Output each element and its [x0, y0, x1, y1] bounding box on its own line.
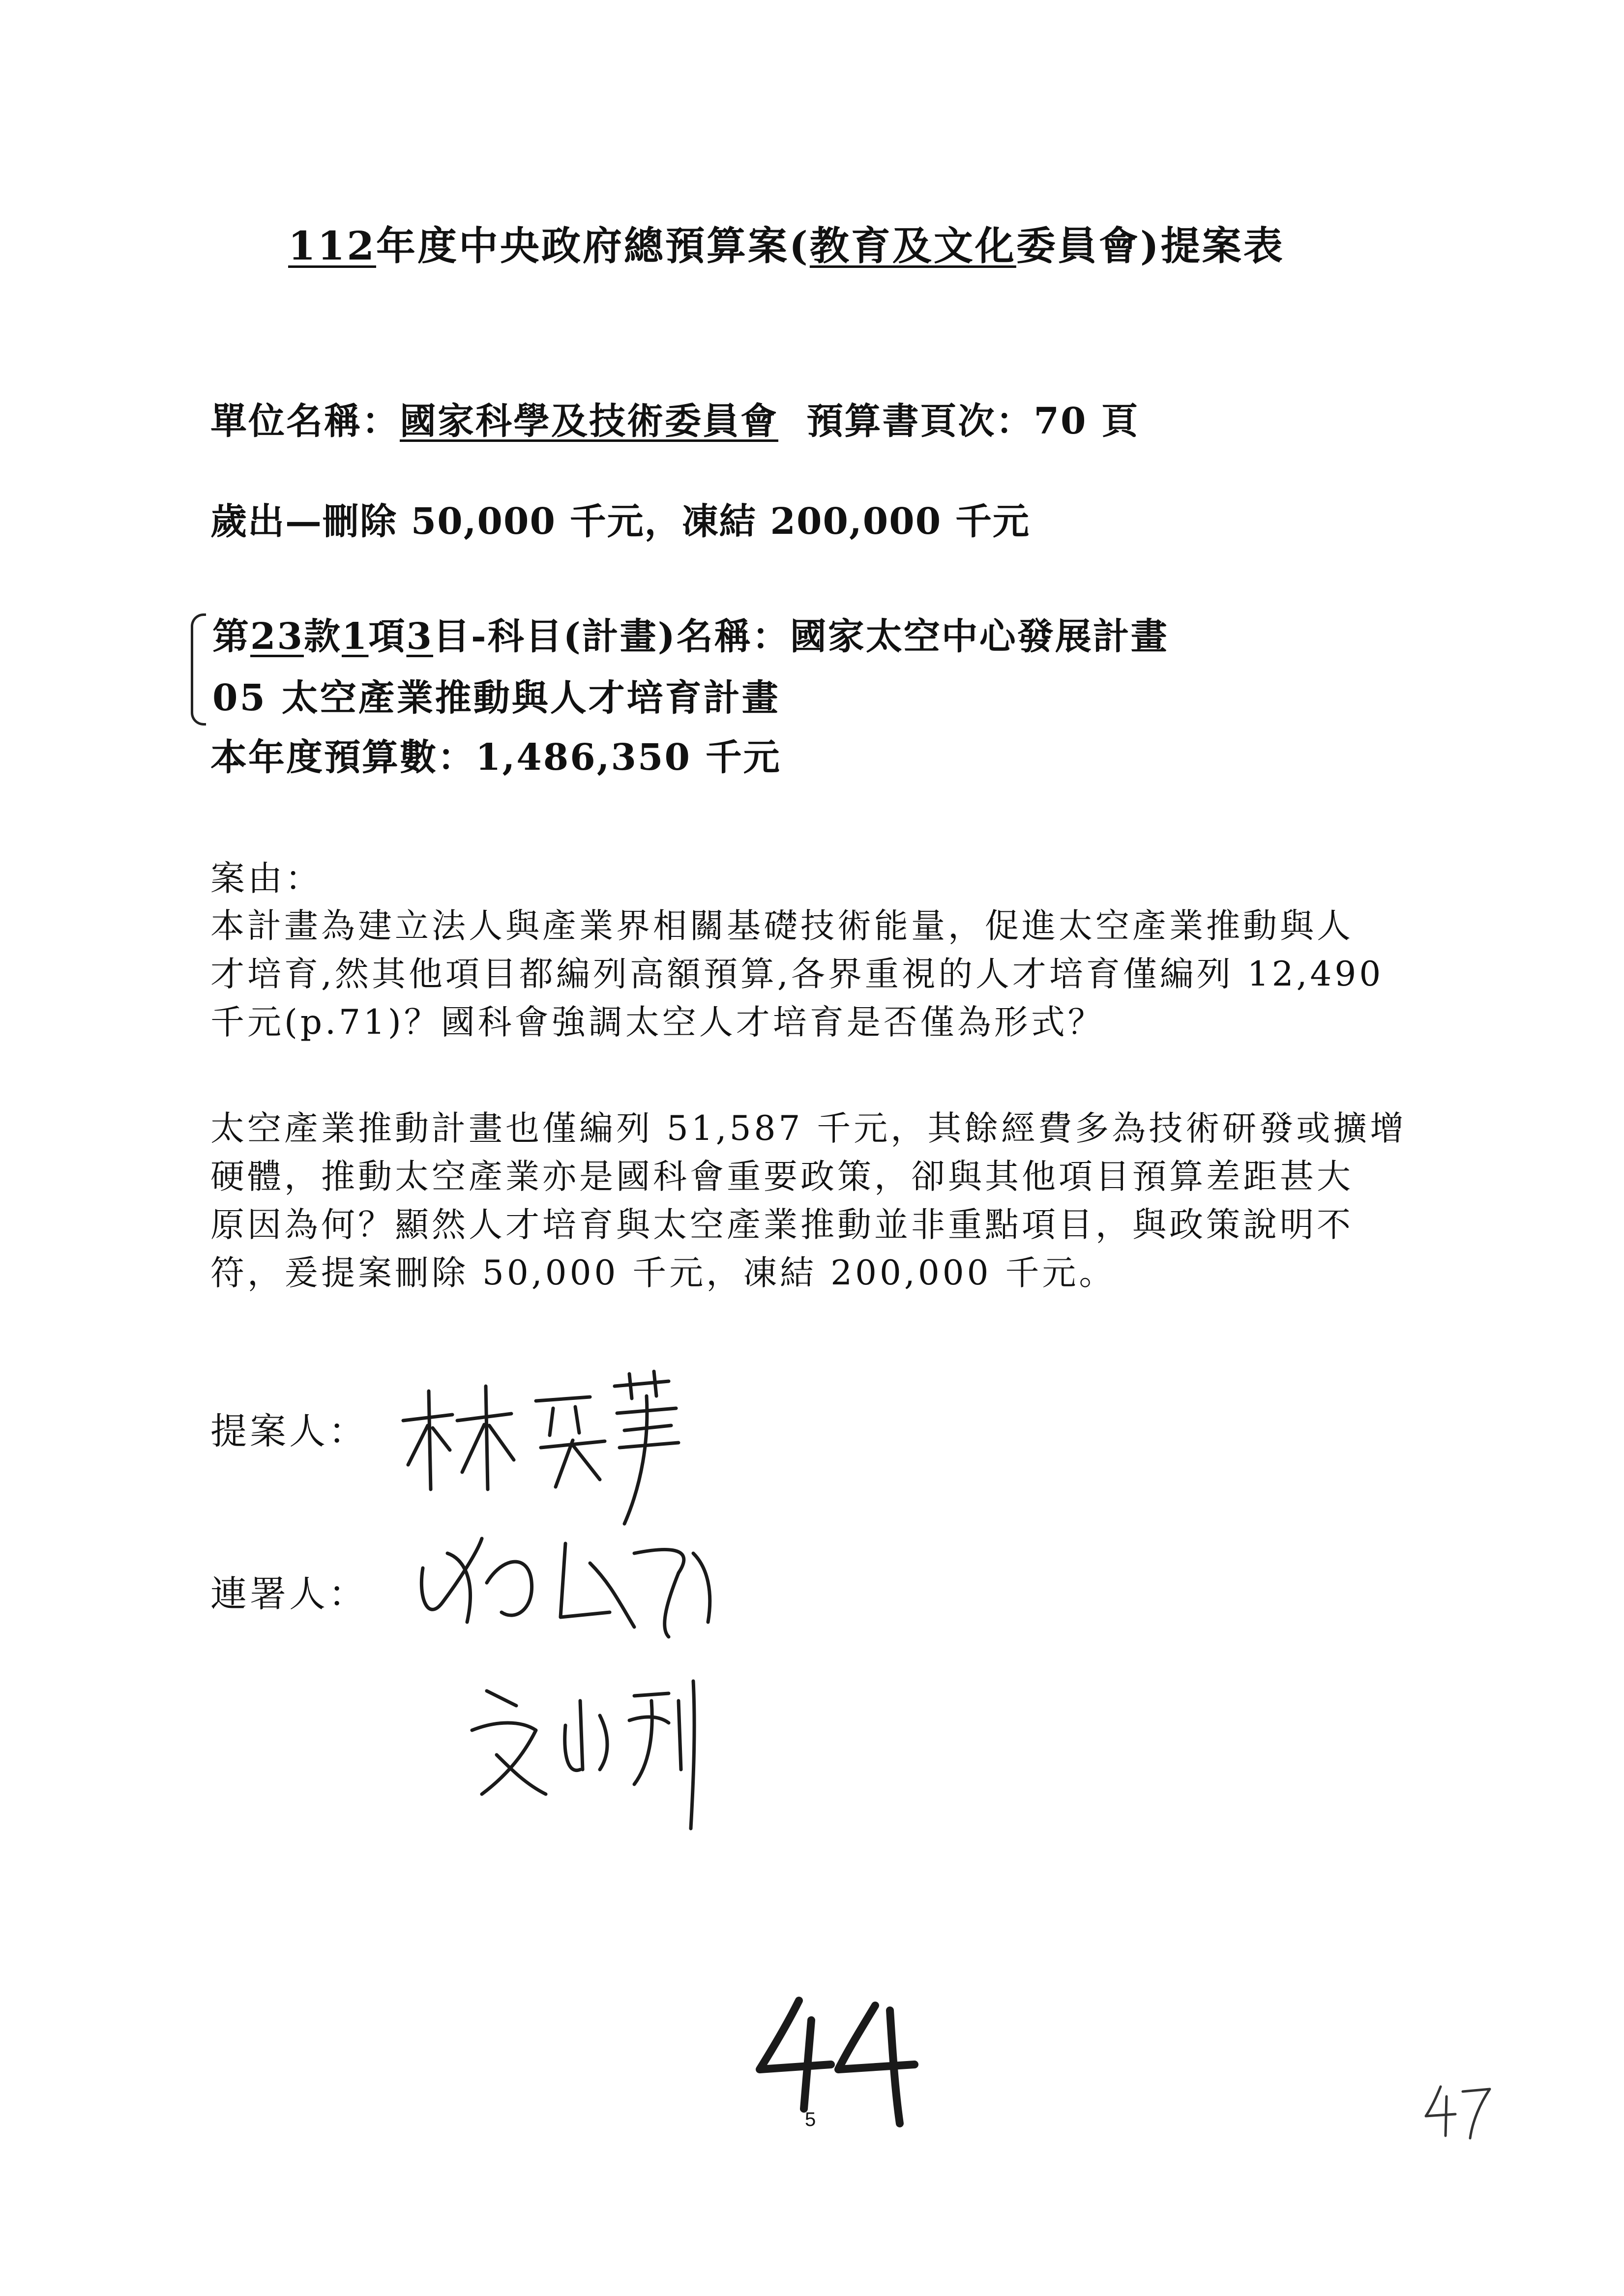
item-mu: 3 [406, 615, 433, 658]
unit-name: 國家科學及技術委員會 [400, 400, 778, 442]
item-xiang-label: 項 [368, 615, 407, 658]
item-rest: 目-科目(計畫)名稱：國家太空中心發展計畫 [433, 615, 1169, 658]
reason-line: 硬體，推動太空產業亦是國科會重要政策，卻與其他項目預算差距甚大 [210, 1157, 1354, 1196]
corner-page-mark [1421, 2082, 1495, 2141]
item-kuan-label: 款 [303, 615, 342, 658]
proposer-label: 提案人： [210, 1410, 368, 1453]
item-line [212, 615, 1169, 658]
title-middle: 年度中央政府總預算案( [376, 223, 810, 269]
sub-item-line: 05 太空產業推動與人才培育計畫 [212, 677, 780, 719]
cosigner-label: 連署人： [210, 1573, 368, 1615]
item-xiang: 1 [341, 615, 369, 658]
unit-line [210, 400, 1140, 442]
cosigner-signature-2 [462, 1671, 747, 1838]
reason-line: 本計畫為建立法人與產業界相關基礎技術能量，促進太空產業推動與人 [210, 906, 1354, 946]
budget-amount: 本年度預算數：1,486,350 千元 [210, 736, 781, 779]
reason-line: 太空產業推動計畫也僅編列 51,587 千元，其餘經費多為技術研發或擴增 [210, 1109, 1407, 1148]
handwritten-page-number [752, 1991, 929, 2128]
item-kuan: 23 [250, 615, 304, 658]
reason-line: 才培育,然其他項目都編列高額預算,各界重視的人才培育僅編列 12,490 [210, 955, 1384, 994]
reason-line: 符，爰提案刪除 50,000 千元，凍結 200,000 千元。 [210, 1253, 1116, 1293]
reason-label: 案由： [210, 858, 323, 899]
title-end: 委員會)提案表 [1016, 223, 1285, 269]
reason-line: 千元(p.71)？國科會強調太空人才培育是否僅為形式？ [210, 1003, 1105, 1042]
item-bracket [191, 613, 206, 726]
expenditure-line: 歲出—刪除 50,000 千元，凍結 200,000 千元 [210, 500, 1030, 543]
title-committee: 教育及文化 [809, 223, 1016, 269]
item-prefix: 第 [212, 615, 250, 658]
document-title [288, 223, 1285, 269]
title-year: 112 [288, 223, 376, 269]
reason-line: 原因為何？顯然人才培育與太空產業推動並非重點項目，與政策說明不 [210, 1205, 1354, 1245]
cosigner-signature-1 [403, 1524, 757, 1652]
page-reference: 預算書頁次：70 頁 [806, 400, 1140, 442]
page-number: 5 [805, 2109, 816, 2130]
unit-label: 單位名稱： [210, 400, 400, 442]
proposer-signature [393, 1366, 698, 1534]
